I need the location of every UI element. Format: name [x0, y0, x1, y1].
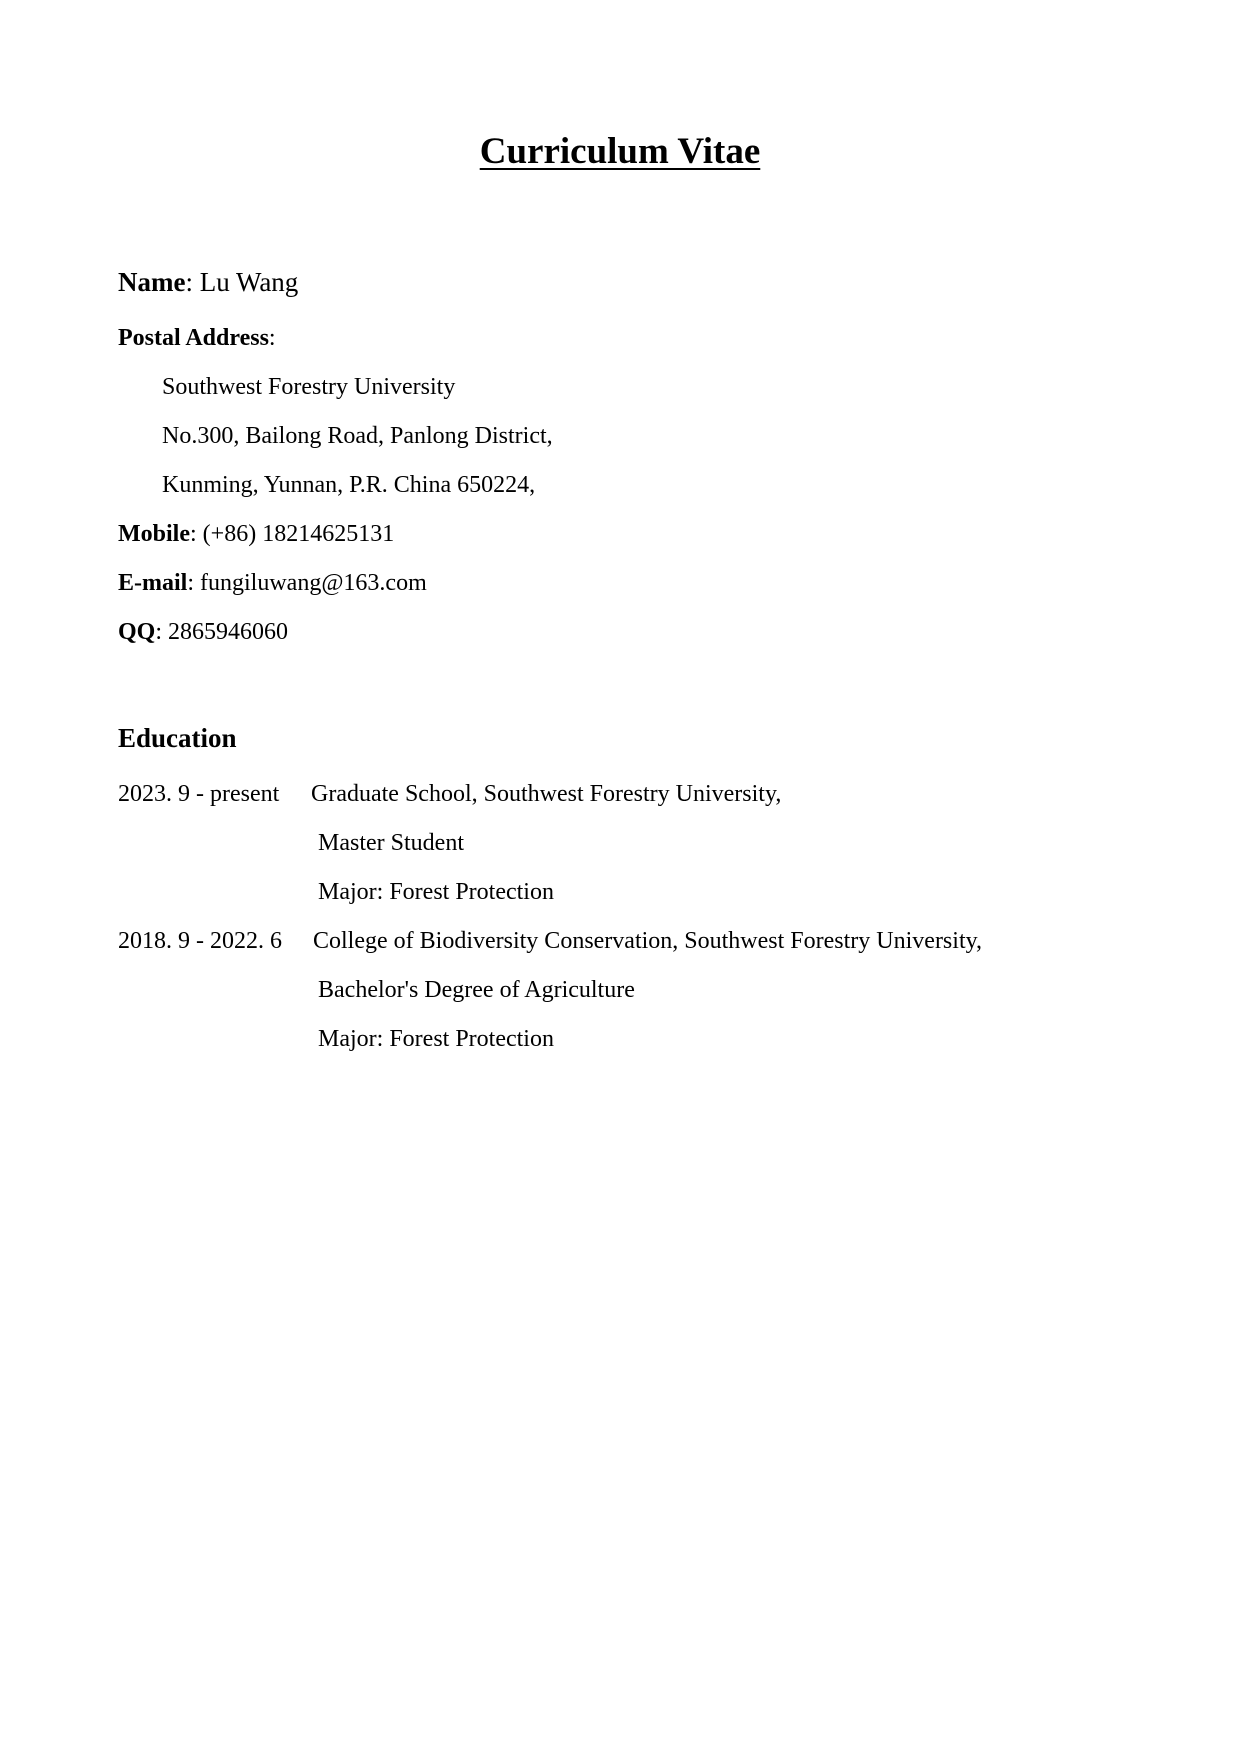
education-date-2: 2018. 9 - 2022. 6 — [118, 928, 282, 954]
postal-address-line — [118, 322, 276, 354]
education-entry-1-line-1: Graduate School, Southwest Forestry University, — [311, 781, 782, 807]
education-entry-1-line-3: Major: Forest Protection — [318, 879, 554, 905]
education-date-1: 2023. 9 - present — [118, 781, 280, 807]
education-entry-2-line-2: Bachelor's Degree of Agriculture — [318, 977, 635, 1003]
qq-separator: : — [155, 619, 169, 645]
name-line — [118, 266, 298, 298]
address-line-1: Southwest Forestry University — [162, 374, 456, 400]
email-separator: : — [187, 570, 200, 596]
postal-address-label: Postal Address — [118, 325, 269, 351]
address-line-2: No.300, Bailong Road, Panlong District, — [162, 423, 553, 449]
qq-value: 2865946060 — [168, 619, 289, 645]
document-title: Curriculum Vitae — [479, 131, 761, 172]
mobile-label: Mobile — [118, 521, 190, 547]
qq-line — [118, 616, 288, 648]
mobile-line — [118, 518, 394, 550]
qq-label: QQ — [118, 619, 156, 645]
mobile-value: (+86) 18214625131 — [202, 521, 395, 547]
postal-address-separator: : — [268, 325, 276, 351]
education-entry-1-line-2: Master Student — [318, 830, 464, 856]
email-value: fungiluwang@163.com — [200, 570, 427, 596]
education-entry-2-line-1: College of Biodiversity Conservation, Southwest Forestry University, — [313, 928, 983, 954]
name-value: Lu Wang — [199, 267, 299, 297]
mobile-separator: : — [190, 521, 203, 547]
email-line — [118, 567, 427, 599]
name-separator: : — [185, 267, 200, 297]
email-label: E-mail — [118, 570, 188, 596]
education-heading: Education — [118, 723, 237, 753]
address-line-3: Kunming, Yunnan, P.R. China 650224, — [162, 472, 536, 498]
name-label: Name — [118, 267, 186, 297]
education-entry-2-line-3: Major: Forest Protection — [318, 1026, 554, 1052]
